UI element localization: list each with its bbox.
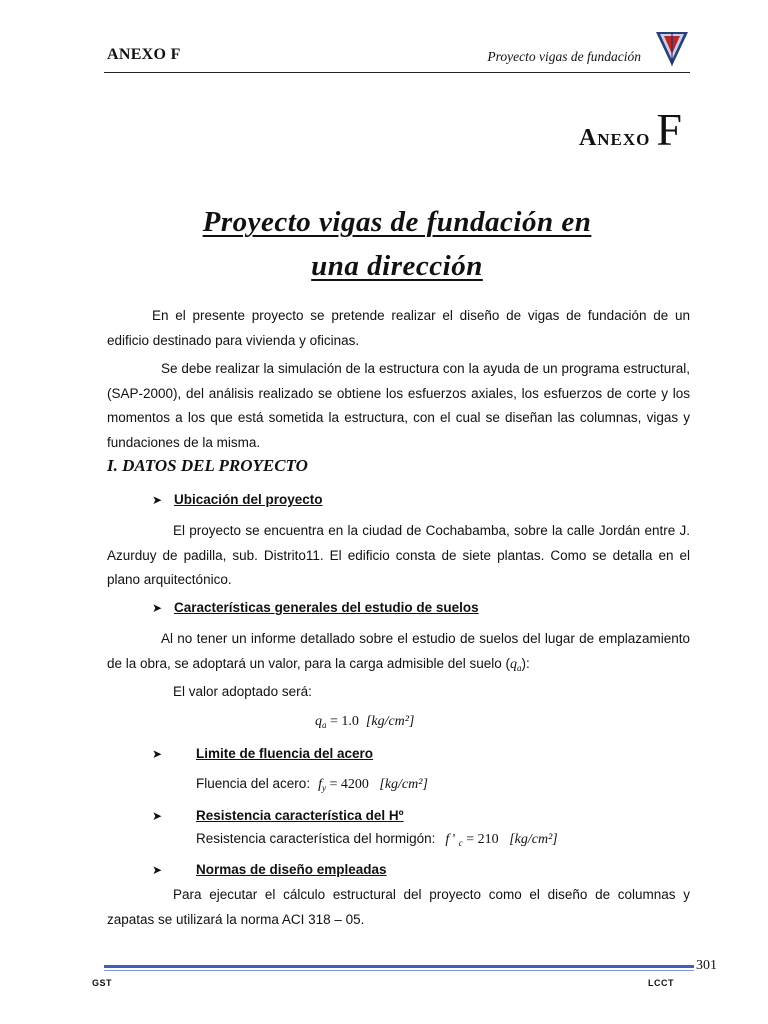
arrow-bullet-icon: ➤ [152,492,163,507]
bullet-normas-label: Normas de diseño empleadas [196,862,387,877]
bullet-ubicacion [152,492,323,507]
acero-text: Fluencia del acero: [196,776,311,791]
footer-left-label: GST [92,978,113,988]
page-number: 301 [696,958,717,973]
footer-right-label: LCCT [648,978,674,988]
valor-adoptado-label: El valor adoptado será: [173,684,312,699]
page-title-line2: una dirección [311,250,483,282]
section-heading: I. DATOS DEL PROYECTO [107,456,308,475]
acero-line [196,776,428,793]
formula-fc: f ' $_c$ = 210 [kg/cm²] [445,832,558,848]
arrow-bullet-icon: ➤ [152,600,163,615]
bullet-hormigon-label: Resistencia característica del Hº [196,808,404,823]
header-rule [104,72,690,73]
bullet-acero-label: Limite de fluencia del acero [196,746,374,761]
suelos-paragraph [107,627,690,680]
formula-qa-value: = 1.0 [330,714,359,729]
hormigon-text: Resistencia característica del hormigón: [196,831,436,846]
hormigon-line [196,831,558,848]
header-annex-label: ANEXO F [107,46,181,63]
annex-heading [578,104,682,155]
university-logo-icon [654,28,690,68]
arrow-bullet-icon: ➤ [152,746,163,761]
bullet-suelos-label: Características generales del estudio de suelos [174,600,479,615]
annex-word: Anexo [578,125,651,151]
formula-qa-unit: [kg/cm²] [365,714,415,729]
intro-paragraph-1: En el presente proyecto se pretende realizar el diseño de vigas de fundación de un edificio destinado para vivienda y oficinas. [107,308,690,348]
page-title-line1: Proyecto vigas de fundación en [202,206,592,238]
bullet-hormigon [152,808,404,823]
formula-fc-value: = 210 [466,832,499,847]
normas-paragraph: Para ejecutar el cálculo estructural del proyecto como el diseño de columnas y zapatas se utilizará la norma ACI 318 – 05. [107,887,690,927]
bullet-suelos [152,600,479,615]
formula-fc-unit: [kg/cm²] [509,832,558,847]
ubicacion-paragraph: El proyecto se encuentra en la ciudad de Cochabamba, sobre la calle Jordán entre J. Azurduy de padilla, sub. Distrito11. El edificio consta de siete plantas. Como se detalla en el plano arquitectónico. [107,523,690,587]
arrow-bullet-icon: ➤ [152,862,163,877]
formula-qa: $q_a = 1.0$ [kg/cm²] [315,714,415,730]
qa-symbol: $q_a$ [510,656,522,673]
annex-letter: F [656,104,682,155]
intro-paragraph-2: Se debe realizar la simulación de la estructura con la ayuda de un programa estructural, (SAP-2000), del análisis realizado se obtiene los esfuerzos axiales, los esfuerzos de corte y los momentos a los que está sometida la estructura, con el cual se diseñan las columnas, vigas y fundaciones de la misma. [107,361,690,450]
bullet-normas [152,862,387,877]
formula-fy-value: = 4200 [329,777,369,792]
suelos-text: Al no tener un informe detallado sobre el estudio de suelos del lugar de emplazamiento de la obra, se adoptará un valor, para la carga admisible del suelo ( [107,631,690,671]
footer-rule-thin [104,970,694,971]
footer-rule [104,965,694,968]
page-title [104,200,690,288]
header-project-title: Proyecto vigas de fundación [487,49,641,64]
bullet-acero [152,746,373,761]
formula-fy: $f_y = 4200$ [kg/cm²] [318,777,428,793]
suelos-text-end: ): [521,655,530,671]
formula-fy-unit: [kg/cm²] [379,777,428,792]
arrow-bullet-icon: ➤ [152,808,163,823]
bullet-ubicacion-label: Ubicación del proyecto [174,492,323,507]
